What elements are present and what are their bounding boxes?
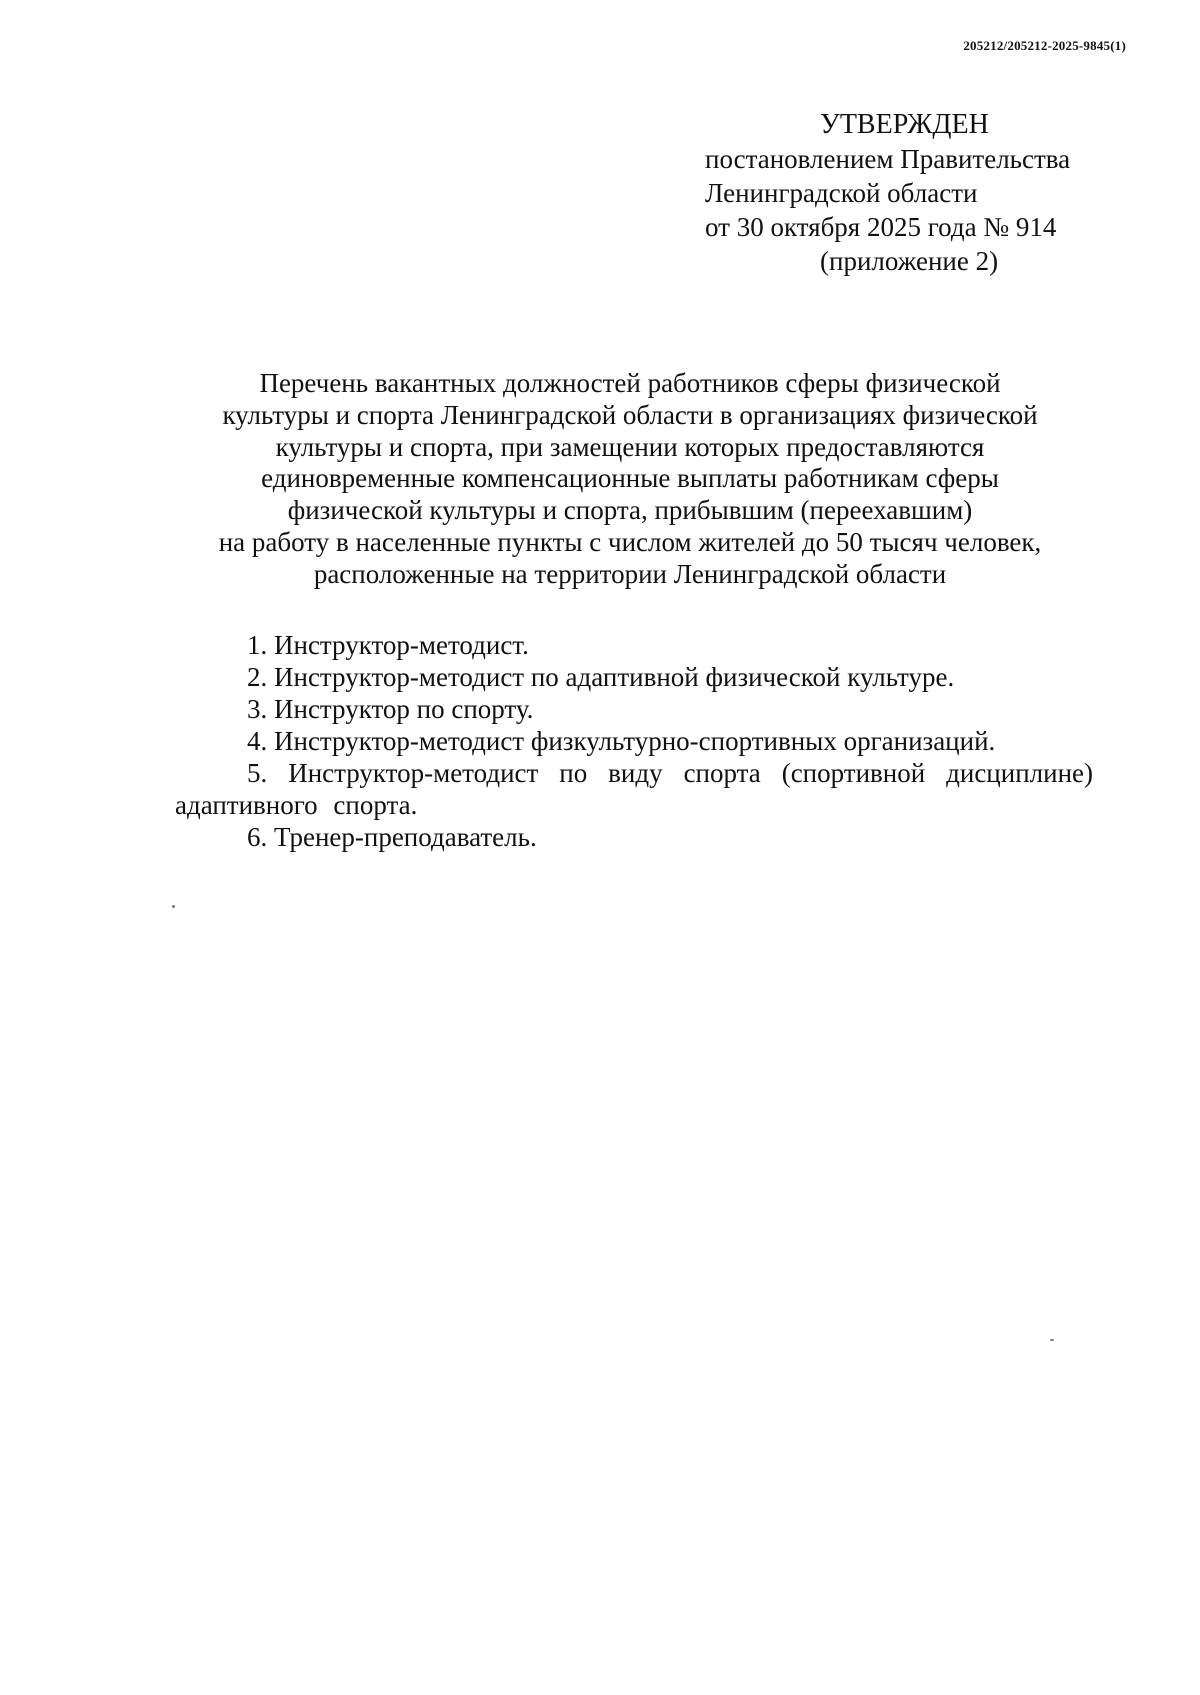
position-item: 5. Инструктор-методист по виду спорта (спортивной дисциплине) адаптивного спорта.	[175, 758, 1093, 820]
position-item: 6. Тренер-преподаватель.	[247, 822, 537, 852]
approval-line-decree: постановлением Правительства	[705, 144, 1071, 174]
scan-speck	[172, 905, 175, 908]
title-line: Перечень вакантных должностей работников сферы физической	[259, 368, 1001, 398]
approval-block	[705, 108, 1125, 278]
title-line: культуры и спорта Ленинградской области в организациях физической	[222, 399, 1038, 430]
position-item: 4. Инструктор-методист физкультурно-спортивных организаций.	[247, 726, 996, 756]
title-line: физической культуры и спорта, прибывшим (переехавшим)	[287, 495, 973, 526]
positions-list	[175, 629, 1093, 853]
document-registration-number: 205212/205212-2025-9845(1)	[963, 38, 1126, 53]
title-line: расположенные на территории Ленинградской области	[313, 558, 947, 589]
approval-line-region: Ленинградской области	[705, 178, 978, 208]
scan-speck	[1050, 1339, 1054, 1341]
approval-heading: УТВЕРЖДЕН	[820, 109, 989, 140]
approval-line-date-number: от 30 октября 2025 года № 914	[705, 212, 1057, 242]
document-title	[170, 368, 1090, 591]
title-line: единовременные компенсационные выплаты работникам сферы	[261, 463, 999, 494]
position-item: 2. Инструктор-методист по адаптивной физической культуре.	[247, 662, 955, 692]
title-line: культуры и спорта, при замещении которых предоставляются	[275, 431, 985, 462]
position-item: 3. Инструктор по спорту.	[247, 694, 534, 724]
position-item: 1. Инструктор-методист.	[247, 630, 529, 660]
approval-appendix: (приложение 2)	[820, 246, 999, 276]
title-line: на работу в населенные пункты с числом жителей до 50 тысяч человек,	[218, 526, 1042, 557]
